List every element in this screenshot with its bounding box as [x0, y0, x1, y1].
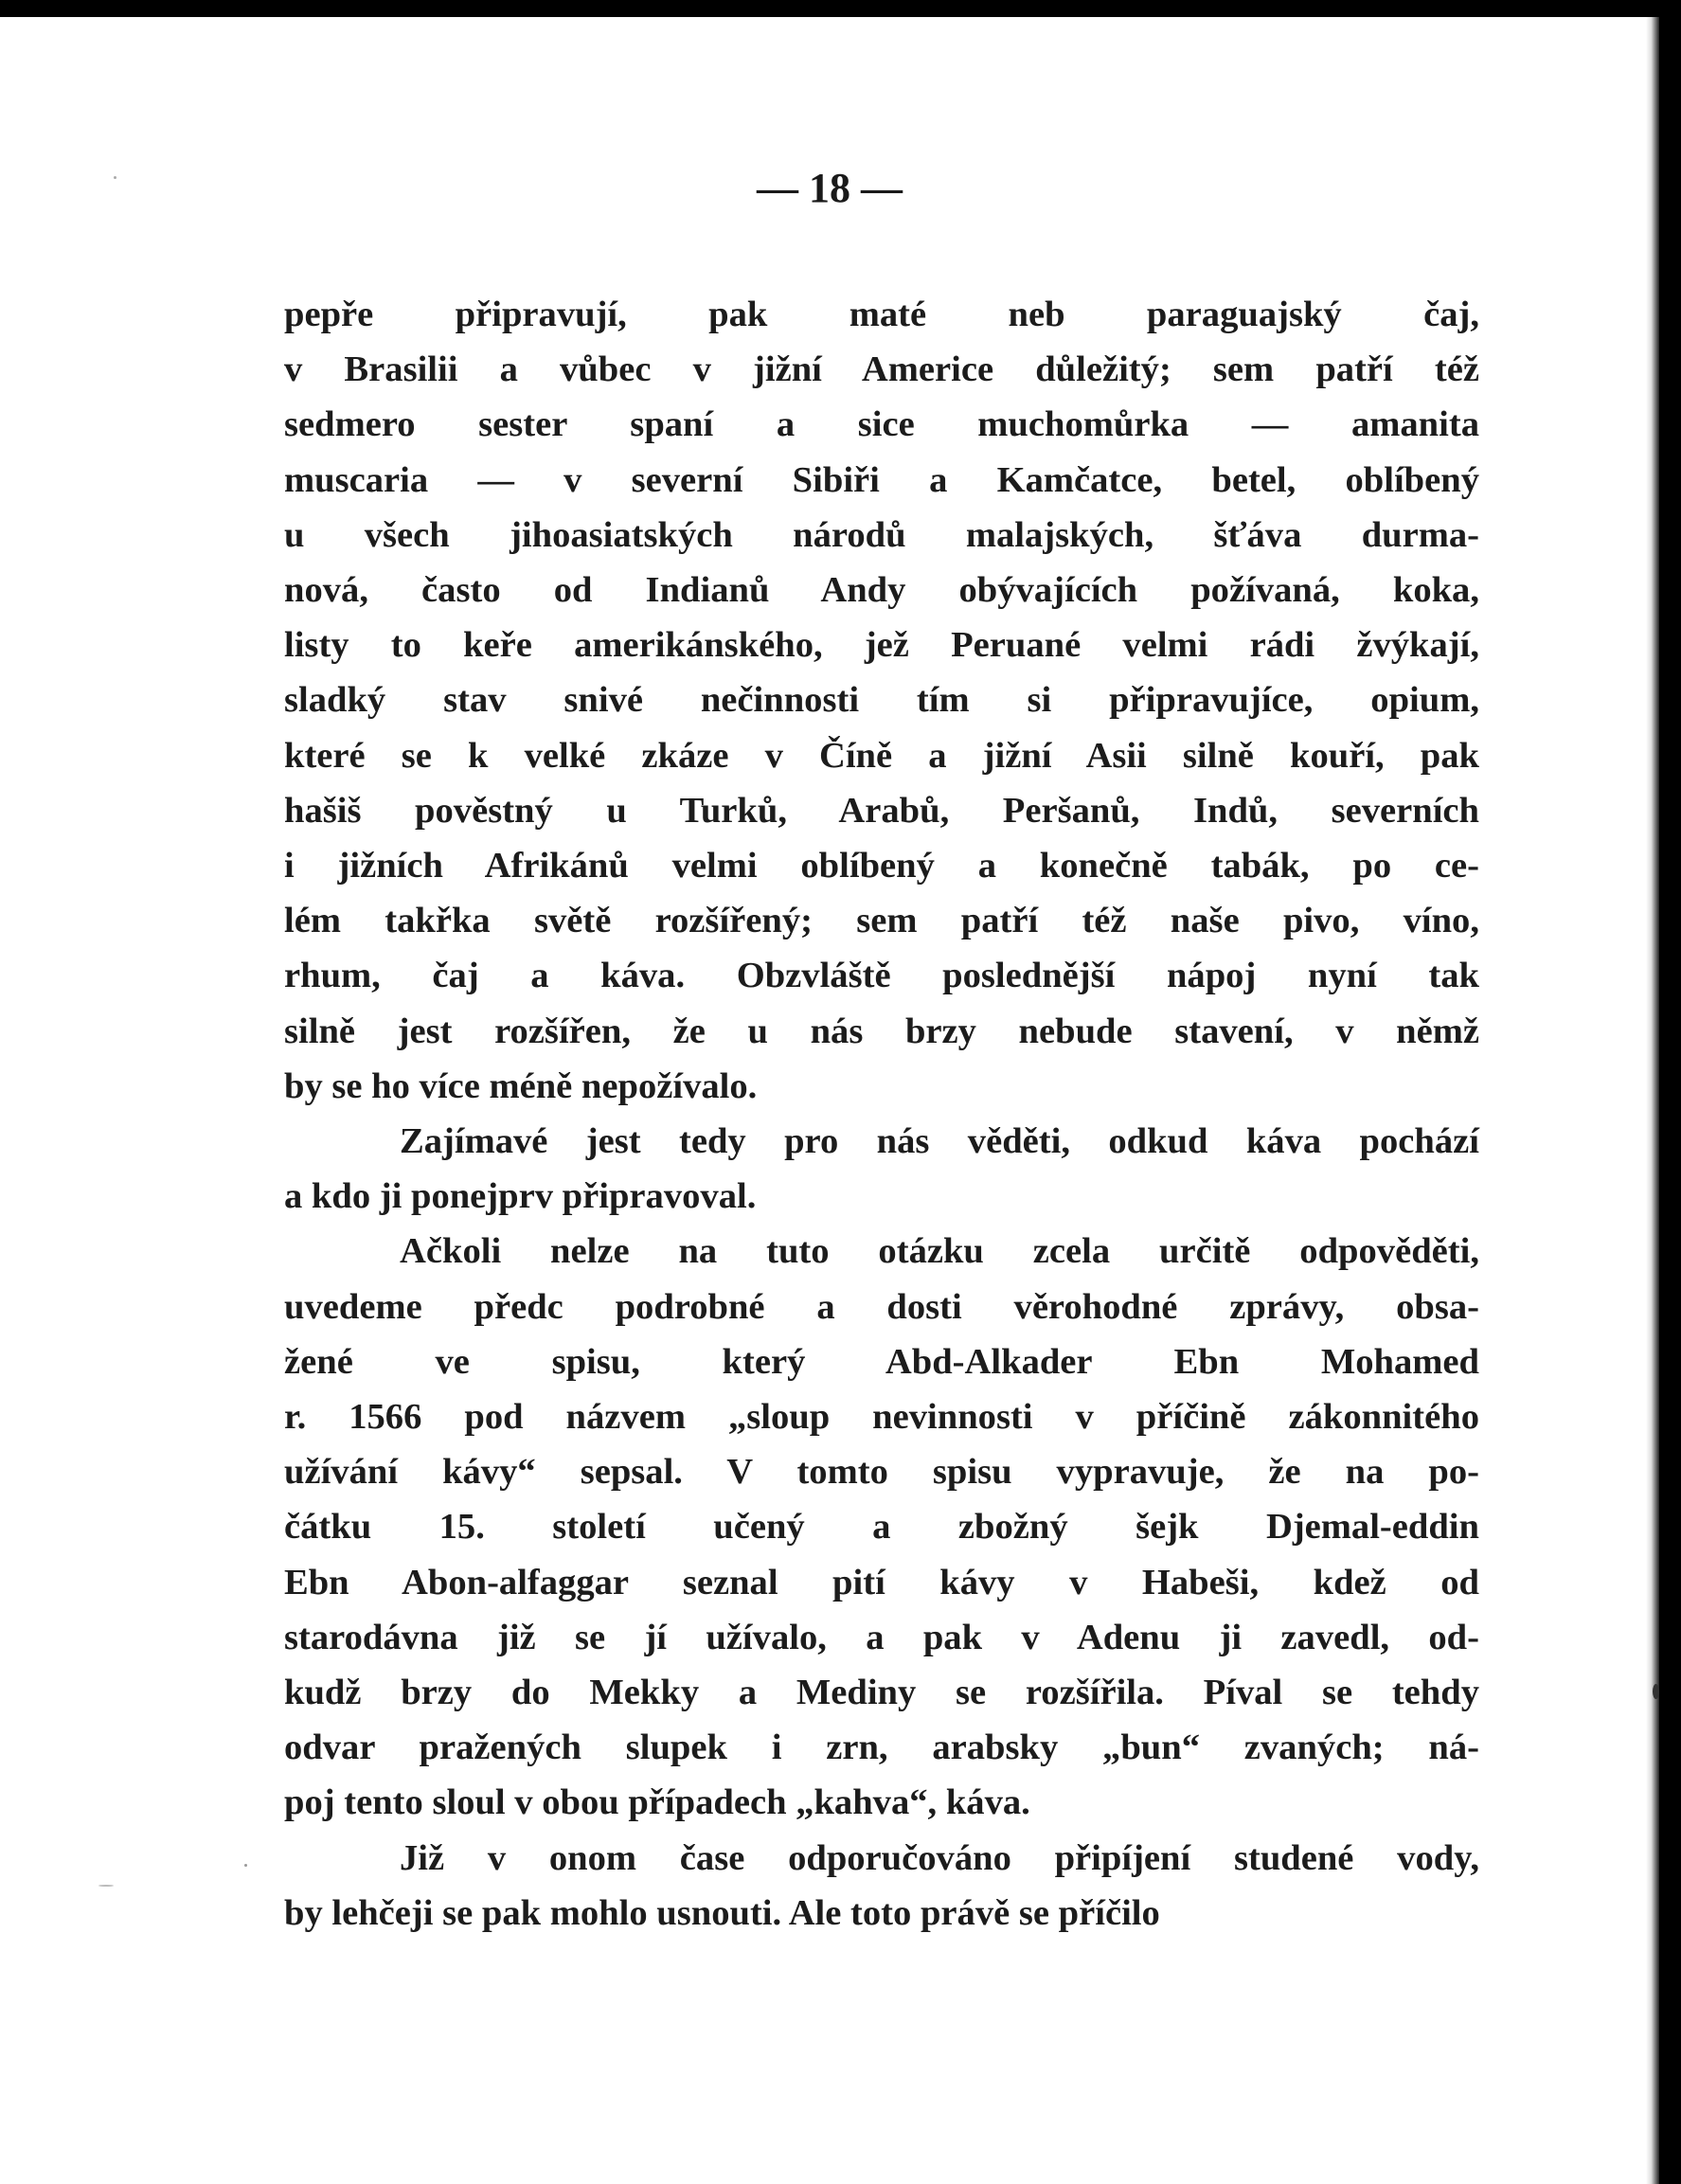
text-line: nová, často od Indianů Andy obývajících požívaná, koka, [284, 570, 1479, 611]
text-line: by lehčeji se pak mohlo usnouti. Ale toto právě se příčilo [284, 1892, 1160, 1933]
text-line: kudž brzy do Mekky a Mediny se rozšířila. Píval se tehdy [284, 1673, 1479, 1713]
text-line: a kdo ji ponejprv připravoval. [284, 1176, 757, 1217]
paragraph [284, 1831, 1479, 1941]
text-line: hašiš pověstný u Turků, Arabů, Peršanů, Indů, severních [284, 790, 1479, 831]
text-line: listy to keře amerikánského, jež Peruané velmi rádi žvýkají, [284, 625, 1479, 666]
paragraph [284, 287, 1479, 1114]
text-line: starodávna již se jí užívalo, a pak v Adenu ji zavedl, od- [284, 1617, 1479, 1657]
text-line: sladký stav snivé nečinnosti tím si připravujíce, opium, [284, 680, 1479, 721]
scan-speck [1653, 1684, 1659, 1699]
text-line: r. 1566 pod názvem „sloup nevinnosti v příčině zákonnitého [284, 1397, 1479, 1438]
text-line: poj tento sloul v obou případech „kahva“, káva. [284, 1782, 1030, 1823]
body-text [284, 287, 1479, 1941]
text-line: rhum, čaj a káva. Obzvláště poslednější nápoj nyní tak [284, 956, 1479, 996]
text-line: čátku 15. století učený a zbožný šejk Djemal-eddin [284, 1507, 1479, 1548]
text-line: uvedeme předc podrobné a dosti věrohodné zprávy, obsa- [284, 1286, 1479, 1327]
text-line: i jižních Afrikánů velmi oblíbený a konečně tabák, po ce- [284, 846, 1479, 886]
text-line: v Brasilii a vůbec v jižní Americe důležitý; sem patří též [284, 349, 1479, 390]
text-line: u všech jihoasiatských národů malajských, šťáva durma- [284, 514, 1479, 555]
text-line: užívání kávy“ sepsal. V tomto spisu vypravuje, že na po- [284, 1452, 1479, 1493]
text-line: které se k velké zkáze v Číně a jižní Asii silně kouří, pak [284, 735, 1479, 776]
scan-speck [114, 176, 116, 179]
text-line: lém takřka světě rozšířený; sem patří též naše pivo, víno, [284, 901, 1479, 941]
page-edge-shadow [1646, 17, 1659, 2184]
text-line: Ačkoli nelze na tuto otázku zcela určitě odpověděti, [400, 1231, 1479, 1272]
scan-speck [98, 1885, 114, 1887]
page-number: — 18 — [757, 165, 903, 211]
text-line: Zajímavé jest tedy pro nás věděti, odkud káva pochází [400, 1121, 1479, 1162]
text-line: žené ve spisu, který Abd-Alkader Ebn Mohamed [284, 1341, 1479, 1382]
text-line: odvar pražených slupek i zrn, arabsky „bun“ zvaných; ná- [284, 1728, 1479, 1768]
text-line: Již v onom čase odporučováno připíjení studené vody, [400, 1837, 1479, 1878]
text-line: silně jest rozšířen, že u nás brzy nebude stavení, v němž [284, 1011, 1479, 1051]
text-line: by se ho více méně nepožívalo. [284, 1065, 758, 1106]
text-line: sedmero sester spaní a sice muchomůrka — amanita [284, 404, 1479, 445]
text-line: muscaria — v severní Sibiři a Kamčatce, betel, oblíbený [284, 459, 1479, 500]
paragraph [284, 1224, 1479, 1830]
text-line: Ebn Abon-alfaggar seznal pití kávy v Habeši, kdež od [284, 1562, 1479, 1602]
text-line: pepře připravují, pak maté neb paraguajský čaj, [284, 295, 1479, 334]
scanned-page [0, 17, 1659, 2184]
scan-speck [244, 1864, 247, 1867]
paragraph [284, 1114, 1479, 1224]
